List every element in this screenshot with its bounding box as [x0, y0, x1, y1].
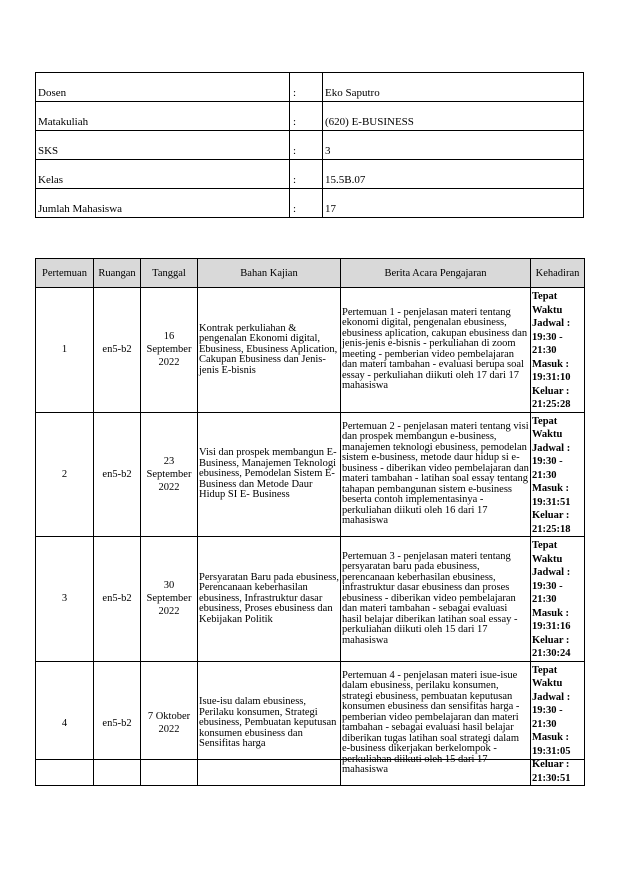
cell-kehadiran: [531, 288, 585, 413]
info-value: 15.5B.07: [323, 160, 584, 189]
cell-berita-acara: Pertemuan 2 - penjelasan materi tentang visi dan prospek membangun e-business, manajemen teknologi ebusiness, pemodelan sistem e-business, metode daur hidup si e- business - diberikan video pembelajaran dan materi tambahan - latihan soal essay tentang tahapan pembangunan sistem e-business beserta contoh implementasinya - perkuliahan diikuti oleh 16 dari 17 mahasiswa: [341, 412, 531, 537]
kehadiran-line: Jadwal :: [532, 567, 571, 578]
cell-tanggal: 16 September 2022: [141, 288, 198, 413]
table-continuation-line: [35, 759, 584, 760]
cell-berita-acara: Pertemuan 4 - penjelasan materi isue-isue dalam ebusiness, perilaku konsumen, strategi ebusiness, pembuatan keputusan konsumen ebusiness dan sensifitas harga - pemberian video pembelajaran dan materi tambahan - sebagai evaluasi hasil belajar diberikan tugas latihan soal strategi dalam e-business dikerjakan berkelompok - perkuliahan diikuti oleh 15 dari 17 mahasiswa: [341, 661, 531, 786]
header-pertemuan: Pertemuan: [36, 259, 94, 288]
kehadiran-line: 21:30:51: [532, 772, 571, 784]
info-row: [36, 189, 584, 218]
info-separator: :: [290, 131, 323, 160]
kehadiran-line: Keluar :: [532, 385, 570, 397]
kehadiran-line: Jadwal :: [532, 691, 571, 703]
kehadiran-line: Tepat: [532, 415, 558, 427]
course-info-table: [35, 72, 584, 218]
kehadiran-line: Keluar :: [532, 634, 570, 646]
kehadiran-line: 21:30:24: [532, 648, 571, 659]
cell-berita-acara: Pertemuan 1 - penjelasan materi tentang ekonomi digital, pengenalan ebusiness, ebusiness aplication, cakupan ebusiness dan jenis-jenis e-bisnis - perkuliahan di zoom meeting - pemberian video pembelajaran dan materi tambahan - evaluasi berupa soal essay - perkuliahan diikuti oleh 17 dari 17 mahasiswa: [341, 288, 531, 413]
kehadiran-line: Masuk :: [532, 483, 570, 494]
kehadiran-line: 19:30 - 21:30: [532, 580, 563, 605]
table-row: [36, 288, 585, 413]
cell-ruangan: en5-b2: [94, 288, 141, 413]
header-ruangan: Ruangan: [94, 259, 141, 288]
info-separator: :: [290, 102, 323, 131]
info-separator: :: [290, 189, 323, 218]
kehadiran-line: Tepat: [532, 540, 558, 551]
info-value: Eko Saputro: [323, 73, 584, 102]
kehadiran-line: 19:31:05: [532, 745, 571, 757]
kehadiran-line: Jadwal :: [532, 442, 571, 454]
cell-kehadiran: [531, 537, 585, 662]
kehadiran-line: 19:30 - 21:30: [532, 331, 563, 356]
kehadiran-line: 19:31:16: [532, 621, 571, 632]
info-label: Kelas: [36, 160, 290, 189]
table-row: [36, 412, 585, 537]
kehadiran-line: 19:30 - 21:30: [532, 705, 563, 730]
cell-ruangan: en5-b2: [94, 412, 141, 537]
cell-tanggal: 23 September 2022: [141, 412, 198, 537]
info-value: 3: [323, 131, 584, 160]
kehadiran-line: Waktu: [532, 678, 563, 689]
cell-bahan-kajian: Persyaratan Baru pada ebusiness, Perencanaan keberhasilan ebusiness, Infrastruktur dasar ebusiness, Proses ebusiness dan Kebijakan Politik: [198, 537, 341, 662]
cell-pertemuan: 2: [36, 412, 94, 537]
cell-ruangan: en5-b2: [94, 661, 141, 786]
info-label: Dosen: [36, 73, 290, 102]
cell-pertemuan: 1: [36, 288, 94, 413]
kehadiran-line: 21:25:28: [532, 399, 571, 410]
cell-bahan-kajian: Kontrak perkuliahan & pengenalan Ekonomi digital, Ebusiness, Ebusiness Aplication, Cakupan Ebusiness dan Jenis-jenis E-bisnis: [198, 288, 341, 413]
table-row: [36, 537, 585, 662]
cell-berita-acara: Pertemuan 3 - penjelasan materi tentang persyaratan baru pada ebusiness, perencanaan keberhasilan ebusiness, infrastruktur dasar ebusiness dan proses ebusiness - diberikan video pembelajaran dan materi tambahan - sebagai evaluasi hasil belajar diberikan latihan soal essay - perkuliahan diikuti oleh 15 dari 17 mahasiswa: [341, 537, 531, 662]
cell-pertemuan: 3: [36, 537, 94, 662]
meeting-log-table: [35, 258, 585, 786]
kehadiran-line: 19:31:51: [532, 496, 571, 508]
header-kehadiran: Kehadiran: [531, 259, 585, 288]
kehadiran-line: Keluar :: [532, 510, 570, 521]
cell-kehadiran: [531, 412, 585, 537]
table-row: [36, 661, 585, 786]
cell-tanggal: 30 September 2022: [141, 537, 198, 662]
info-row: [36, 73, 584, 102]
header-bahan-kajian: Bahan Kajian: [198, 259, 341, 288]
kehadiran-line: Jadwal :: [532, 318, 571, 329]
kehadiran-line: Masuk :: [532, 607, 570, 619]
kehadiran-line: 19:30 - 21:30: [532, 456, 563, 481]
cell-ruangan: en5-b2: [94, 537, 141, 662]
cell-kehadiran: [531, 661, 585, 786]
cell-pertemuan: 4: [36, 661, 94, 786]
info-label: Jumlah Mahasiswa: [36, 189, 290, 218]
cell-bahan-kajian: Isue-isu dalam ebusiness, Perilaku konsumen, Strategi ebusiness, Pembuatan keputusan konsumen ebusiness dan Sensifitas harga: [198, 661, 341, 786]
info-label: Matakuliah: [36, 102, 290, 131]
table-header-row: [36, 259, 585, 288]
info-value: (620) E-BUSINESS: [323, 102, 584, 131]
kehadiran-line: Masuk :: [532, 358, 570, 370]
info-separator: :: [290, 160, 323, 189]
kehadiran-line: Tepat: [532, 664, 558, 676]
header-berita-acara: Berita Acara Pengajaran: [341, 259, 531, 288]
info-label: SKS: [36, 131, 290, 160]
kehadiran-line: 19:31:10: [532, 372, 571, 383]
info-row: [36, 131, 584, 160]
header-tanggal: Tanggal: [141, 259, 198, 288]
kehadiran-line: Waktu: [532, 304, 563, 316]
kehadiran-line: Tepat: [532, 291, 558, 302]
kehadiran-line: Keluar :: [532, 759, 570, 770]
cell-tanggal: 7 Oktober 2022: [141, 661, 198, 786]
kehadiran-line: Masuk :: [532, 732, 570, 743]
kehadiran-line: Waktu: [532, 553, 563, 565]
kehadiran-line: 21:25:18: [532, 523, 571, 535]
info-separator: :: [290, 73, 323, 102]
cell-bahan-kajian: Visi dan prospek membangun E-Business, Manajemen Teknologi ebusiness, Pemodelan Sistem E-Business dan Metode Daur Hidup SI E- Business: [198, 412, 341, 537]
info-row: [36, 102, 584, 131]
info-value: 17: [323, 189, 584, 218]
kehadiran-line: Waktu: [532, 429, 563, 440]
info-row: [36, 160, 584, 189]
